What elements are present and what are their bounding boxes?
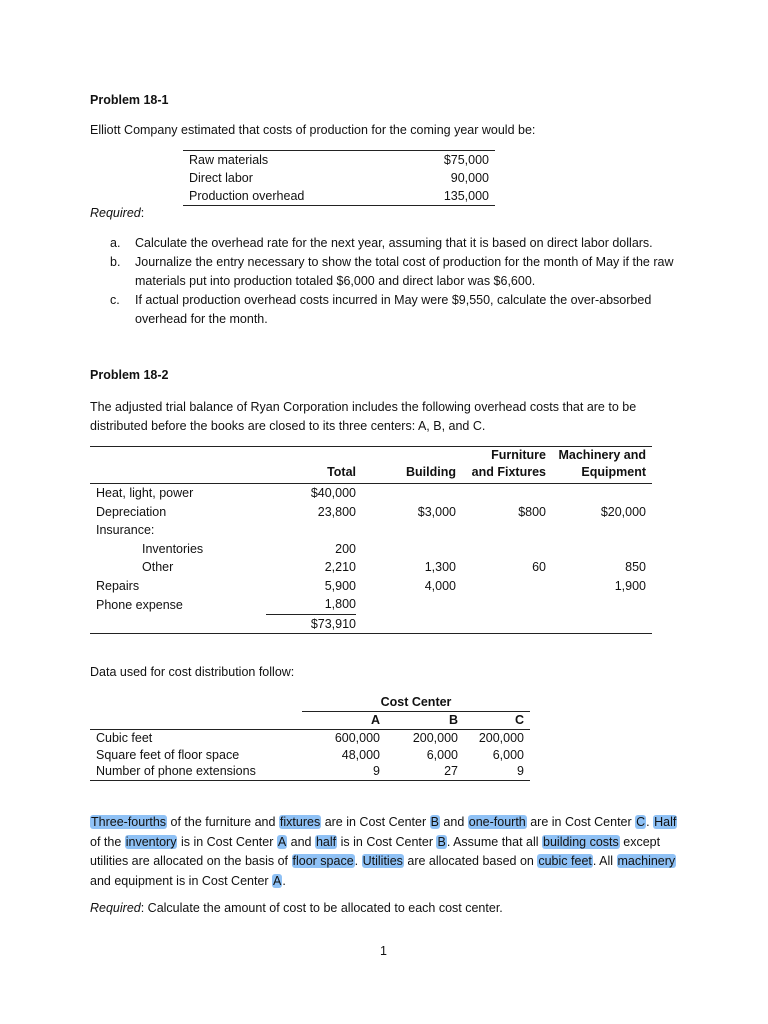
problem-18-1-heading: Problem 18-1 [90,93,169,107]
cell-a: 9 [373,764,380,778]
row-label: Cubic feet [96,731,153,745]
col-building: Building [406,465,456,479]
cell-a: 48,000 [341,747,380,762]
table-header-row [90,712,530,730]
highlight: A [273,873,282,888]
cell-total: 2,210 [324,560,356,575]
table-row-total [90,614,652,634]
col-b: B [448,713,458,727]
overhead-costs-table [90,446,652,634]
list-marker: b. [110,255,121,269]
table-row [90,503,652,522]
table-row [90,730,530,747]
required-list [110,234,680,329]
required-statement: Required: Calculate the amount of cost to be allocated to each cost center. [90,901,503,915]
cell-grand-total: $73,910 [266,614,356,634]
required-label: Required: [90,206,145,220]
list-text: Journalize the entry necessary to show the total cost of production for the month of May if the raw materials put into production totaled $6,000 and direct labor was $6,600. [135,255,674,288]
row-label: Production overhead [189,189,305,203]
cell-machinery: 1,900 [614,578,646,593]
row-label: Repairs [96,578,140,593]
highlight: building costs [543,834,619,849]
list-marker: c. [110,293,120,307]
allocation-paragraph: Three-fourths of the furniture and fixtures are in Cost Center B and one-fourth are in Cost Center C. Half of the inventory is in Cost Center A and half is in Cost Center B. Assume that all building costs except utilities are allocated on the basis of floor space. Utilities are allocated based on cubic feet. All machinery and equipment is in Cost Center A. [90,815,677,888]
row-label: Heat, light, power [96,486,194,501]
cell-machinery: 850 [625,560,646,575]
cost-center-table [90,694,530,781]
cell-furniture: $800 [518,504,546,519]
cell-c: 9 [517,764,524,778]
col-total: Total [327,465,356,479]
table-row [90,540,652,559]
cell-building: 1,300 [424,560,456,575]
cell-machinery: $20,000 [600,504,646,519]
cell-total: 23,800 [317,504,356,519]
row-label: Insurance: [96,523,155,538]
table-row [90,558,652,577]
cell-b: 27 [444,764,458,778]
cell-total: $40,000 [310,486,356,501]
table-row [90,521,652,540]
cell-building: $3,000 [417,504,456,519]
problem-18-2-intro: The adjusted trial balance of Ryan Corporation includes the following overhead costs that are to be distributed before the books are closed to its three centers: A, B, and C. [90,400,637,433]
col-c: C [514,713,524,727]
row-label: Square feet of floor space [96,747,240,762]
highlight: floor space [292,854,354,868]
row-label: Depreciation [96,504,167,519]
row-label: Raw materials [189,153,269,167]
row-value: 90,000 [450,171,489,185]
list-item [110,291,680,329]
cost-center-title: Cost Center [302,694,530,712]
row-value: $75,000 [443,153,489,167]
list-marker: a. [110,236,121,250]
highlight: Three-fourths [91,815,167,829]
cell-total: 200 [335,541,356,556]
highlight: half [315,834,337,849]
col-machinery: Machinery and Equipment [558,448,646,479]
highlight: B [430,815,439,829]
row-label: Direct labor [189,171,253,185]
table-row [183,151,495,170]
table-header-row [90,447,652,484]
table-header-row [90,694,530,712]
highlight: Utilities [362,854,403,868]
table-row [90,484,652,503]
row-value: 135,000 [443,189,489,203]
highlight: C [636,815,646,829]
cell-total: 5,900 [324,578,356,593]
list-item [110,234,680,253]
cost-estimate-table [183,150,495,206]
highlight: B [437,834,446,849]
problem-18-2-heading: Problem 18-2 [90,368,169,382]
table-row [90,595,652,614]
cell-c: 200,000 [478,731,524,745]
cell-furniture: 60 [532,560,546,575]
cell-a: 600,000 [334,731,380,745]
problem-18-1-intro: Elliott Company estimated that costs of production for the coming year would be: [90,123,536,137]
table-row [90,747,530,764]
page-number: 1 [380,944,387,958]
table-row [90,763,530,780]
cell-building: 4,000 [424,578,456,593]
highlight: machinery [617,854,676,868]
table-row [183,187,495,206]
row-label: Other [142,560,174,575]
highlight: A [277,834,287,849]
col-a: A [370,713,380,727]
list-text: Calculate the overhead rate for the next year, assuming that it is based on direct labor dollars. [135,236,653,250]
cell-b: 200,000 [412,731,458,745]
highlight: inventory [125,834,177,849]
list-text: If actual production overhead costs incurred in May were $9,550, calculate the over-absorbed overhead for the month. [135,293,652,326]
cell-total: 1,800 [324,597,356,612]
col-furniture: Furniture and Fixtures [471,448,546,479]
highlight: one-fourth [468,815,526,829]
highlight: Half [654,815,677,829]
row-label: Inventories [142,541,204,556]
cell-c: 6,000 [492,747,524,762]
data-intro: Data used for cost distribution follow: [90,665,295,679]
table-row [183,169,495,187]
row-label: Phone expense [96,597,183,612]
highlight: cubic feet [538,854,592,868]
table-row [90,577,652,596]
row-label: Number of phone extensions [96,764,256,778]
cell-b: 6,000 [426,747,458,762]
list-item [110,253,680,291]
highlight: fixtures [279,815,321,829]
